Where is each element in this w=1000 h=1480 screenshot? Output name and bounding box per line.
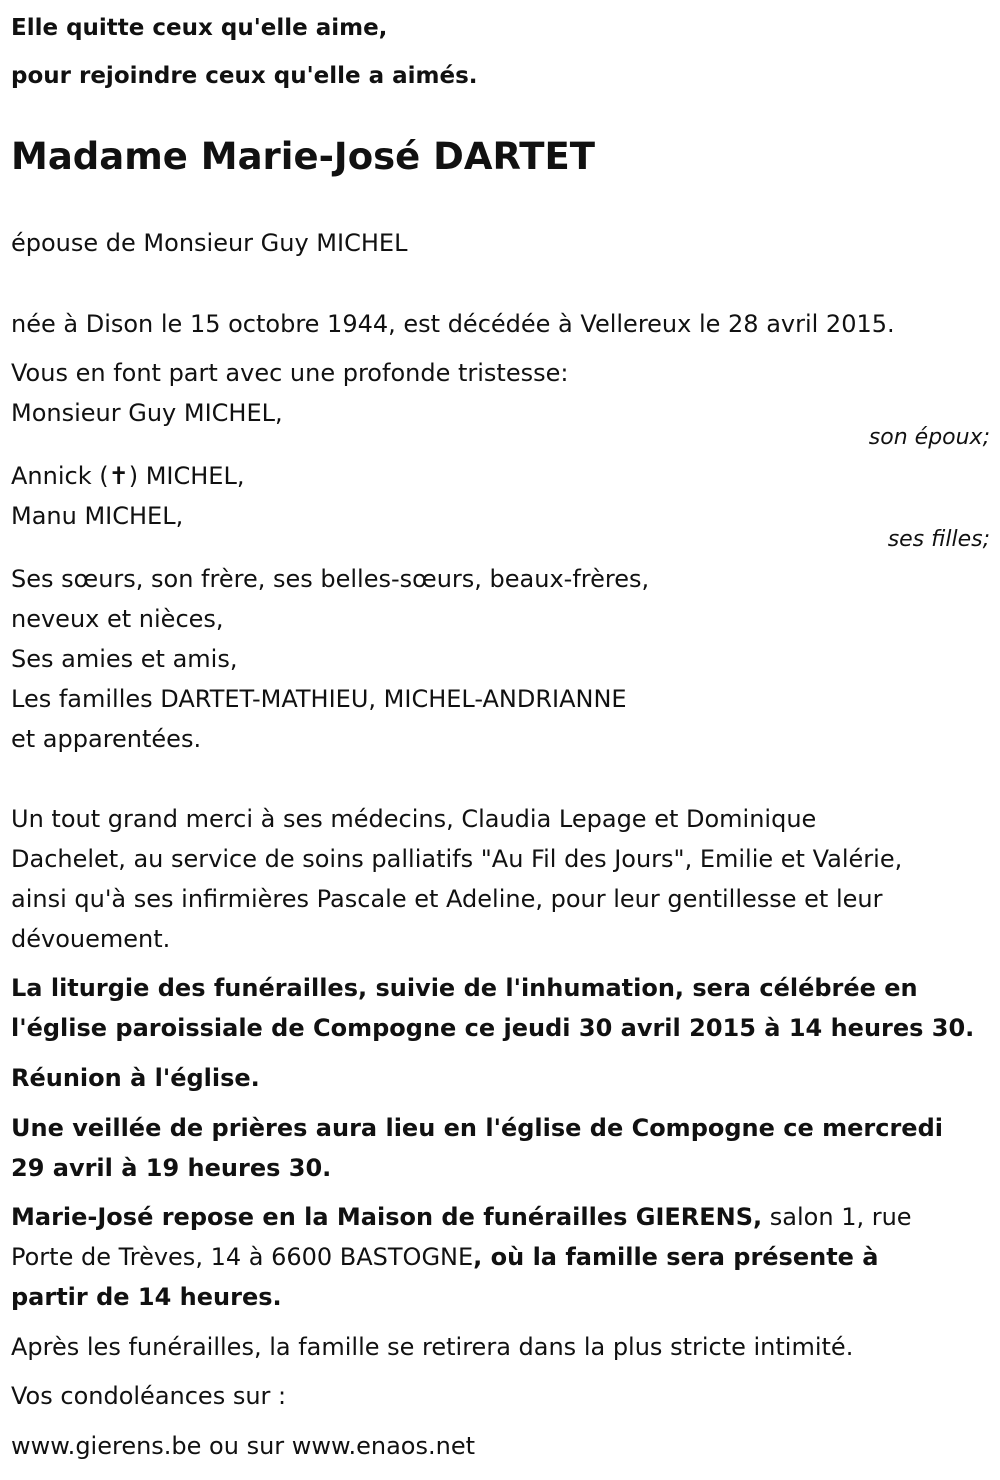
vigil-line: 29 avril à 19 heures 30. xyxy=(11,1154,332,1182)
meeting-line: Réunion à l'église. xyxy=(11,1064,260,1092)
repose-line-1 xyxy=(11,1202,912,1232)
repose-bold-2: , où la famille sera présente à xyxy=(473,1243,879,1271)
liturgy-line: l'église paroissiale de Compogne ce jeudi 30 avril 2015 à 14 heures 30. xyxy=(11,1014,975,1042)
thanks-line: Dachelet, au service de soins palliatifs "Au Fil des Jours", Emilie et Valérie, xyxy=(11,845,903,873)
websites-line: www.gierens.be ou sur www.enaos.net xyxy=(11,1432,475,1460)
repose-bold-1: Marie-José repose en la Maison de funérailles GIERENS, xyxy=(11,1203,763,1231)
condolences-line: Vos condoléances sur : xyxy=(11,1382,287,1410)
daughter-annick-post: ) MICHEL, xyxy=(128,462,245,490)
thanks-line: Un tout grand merci à ses médecins, Claudia Lepage et Dominique xyxy=(11,805,817,833)
repose-normal-2: Porte de Trèves, 14 à 6600 BASTOGNE xyxy=(11,1243,474,1271)
daughter-annick-pre: Annick ( xyxy=(11,462,109,490)
liturgy-line: La liturgie des funérailles, suivie de l'inhumation, sera célébrée en xyxy=(11,974,918,1002)
thanks-line: dévouement. xyxy=(11,925,171,953)
thanks-line: ainsi qu'à ses infirmières Pascale et Adeline, pour leur gentillesse et leur xyxy=(11,885,883,913)
daughters-role: ses filles; xyxy=(887,527,990,552)
repose-line-3: partir de 14 heures. xyxy=(11,1283,282,1311)
daughter-manu: Manu MICHEL, xyxy=(11,502,184,530)
family-line: Ses amies et amis, xyxy=(11,645,238,673)
family-line: neveux et nièces, xyxy=(11,605,224,633)
husband-role: son époux; xyxy=(868,425,990,450)
family-line: Les familles DARTET-MATHIEU, MICHEL-ANDRIANNE xyxy=(11,685,627,713)
epigraph-line-2: pour rejoindre ceux qu'elle a aimés. xyxy=(11,63,478,89)
epigraph-line-1: Elle quitte ceux qu'elle aime, xyxy=(11,15,388,41)
after-funeral-line: Après les funérailles, la famille se retirera dans la plus stricte intimité. xyxy=(11,1333,854,1361)
husband-name: Monsieur Guy MICHEL, xyxy=(11,399,283,427)
vigil-line: Une veillée de prières aura lieu en l'église de Compogne ce mercredi xyxy=(11,1114,943,1142)
cross-icon: ✝ xyxy=(108,462,129,490)
birth-death-line: née à Dison le 15 octobre 1944, est décédée à Vellereux le 28 avril 2015. xyxy=(11,310,895,338)
announce-intro: Vous en font part avec une profonde tristesse: xyxy=(11,359,569,387)
daughter-annick xyxy=(11,461,244,491)
family-line: et apparentées. xyxy=(11,725,202,753)
repose-line-2 xyxy=(11,1242,879,1272)
spouse-line: épouse de Monsieur Guy MICHEL xyxy=(11,229,408,257)
family-line: Ses sœurs, son frère, ses belles-sœurs, beaux-frères, xyxy=(11,565,650,593)
repose-normal-1: salon 1, rue xyxy=(762,1203,912,1231)
deceased-name: Madame Marie-José DARTET xyxy=(11,135,596,178)
